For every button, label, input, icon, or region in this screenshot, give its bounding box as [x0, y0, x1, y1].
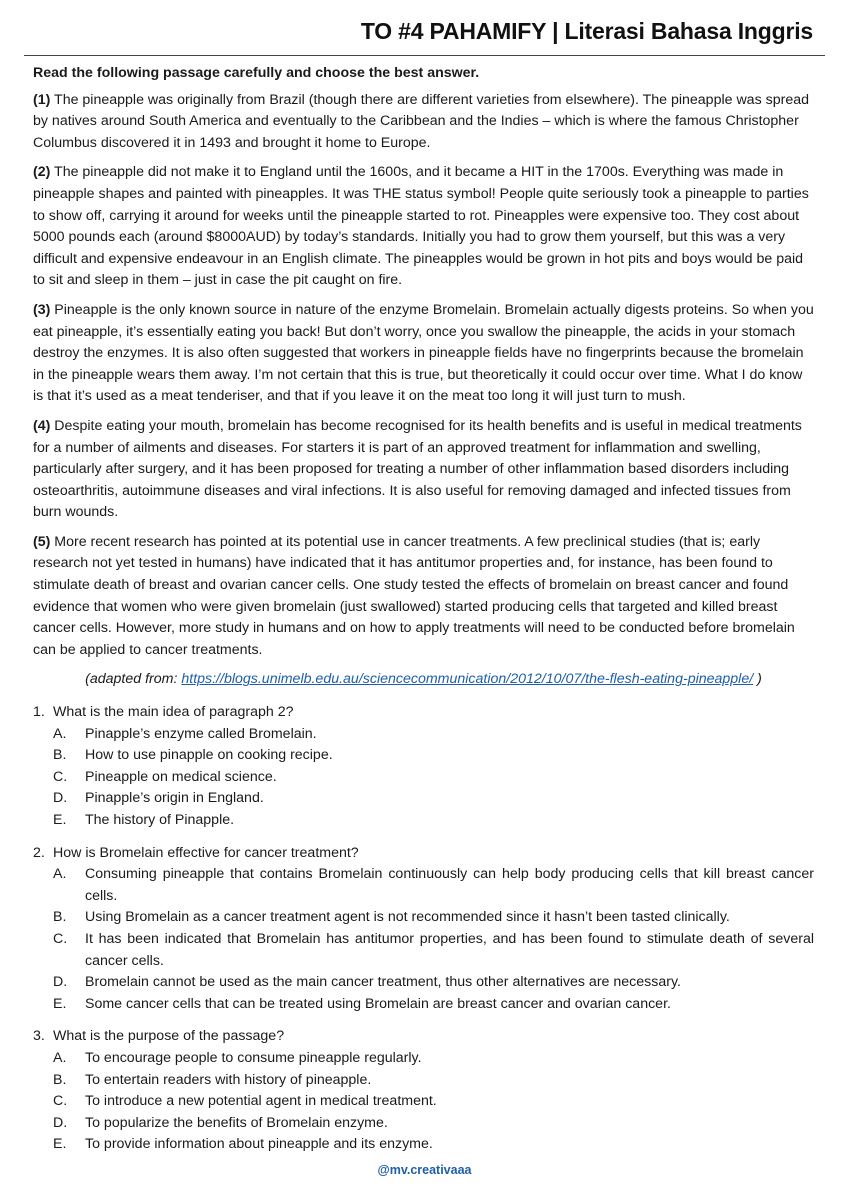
option-text: Pinapple’s origin in England.: [85, 790, 264, 807]
option-text: Some cancer cells that can be treated using Bromelain are breast cancer and ovarian cancer.: [85, 995, 671, 1012]
question-2: [33, 843, 814, 1016]
document-body: [33, 60, 814, 1167]
paragraph-text: The pineapple was originally from Brazil (though there are different varieties from elsewhere). The pineapple was spread by natives around South America and eventually to the Caribbean and the Indies – which is where the famous Christopher Columbus discovered it in 1493 and brought it home to Europe.: [33, 91, 809, 151]
option-letter: B.: [53, 909, 67, 926]
option-text: Pinapple’s enzyme called Bromelain.: [85, 725, 317, 742]
option-a[interactable]: [53, 1048, 814, 1070]
question-3: [33, 1026, 814, 1156]
option-text: The history of Pinapple.: [85, 812, 235, 828]
paragraph-1: [33, 90, 814, 155]
option-e[interactable]: [53, 1134, 814, 1156]
option-text: To popularize the benefits of Bromelain enzyme.: [85, 1114, 388, 1131]
option-d[interactable]: [53, 1113, 814, 1135]
option-text: Using Bromelain as a cancer treatment agent is not recommended since it hasn’t been tasted clinically.: [85, 909, 730, 926]
option-text: To introduce a new potential agent in medical treatment.: [85, 1093, 437, 1110]
option-list: [33, 1048, 814, 1156]
paragraph-3: [33, 300, 814, 408]
paragraph-number: (5): [33, 533, 51, 550]
question-stem: [33, 843, 814, 865]
option-a[interactable]: [53, 724, 814, 746]
option-e[interactable]: [53, 810, 814, 832]
option-b[interactable]: [53, 745, 814, 767]
option-c[interactable]: [53, 767, 814, 789]
option-list: [33, 864, 814, 1015]
option-letter: C.: [53, 930, 68, 947]
option-c[interactable]: [53, 1091, 814, 1113]
option-letter: A.: [53, 1049, 67, 1066]
option-letter: E.: [53, 1136, 67, 1153]
option-b[interactable]: [53, 907, 814, 929]
paragraph-5: [33, 532, 814, 662]
question-stem: [33, 702, 814, 724]
option-text: Pineapple on medical science.: [85, 768, 277, 785]
question-text: What is the main idea of paragraph 2?: [53, 704, 294, 721]
paragraph-number: (2): [33, 164, 51, 181]
option-c[interactable]: [53, 929, 814, 972]
paragraph-text: More recent research has pointed at its potential use in cancer treatments. A few preclinical studies (that is; early research not yet tested in humans) have indicated that it has antitumor properties and, for instance, has been found to stimulate death of breast and ovarian cancer cells. One study tested the effects of bromelain on breast cancer and found evidence that women who were given bromelain (just swallowed) started producing cells that targeted and killed breast cancer cells. However, more study in humans and on how to apply treatments will need to be conducted before bromelain can be applied to cancer treatments.: [33, 533, 795, 658]
page-title: TO #4 PAHAMIFY | Literasi Bahasa Inggris: [360, 18, 813, 44]
option-text: How to use pinapple on cooking recipe.: [85, 747, 333, 764]
option-b[interactable]: [53, 1070, 814, 1092]
option-letter: C.: [53, 1093, 68, 1110]
option-list: [33, 724, 814, 832]
source-prefix: (adapted from:: [85, 671, 182, 688]
option-text: Bromelain cannot be used as the main cancer treatment, thus other alternatives are necessary.: [85, 974, 681, 991]
option-letter: B.: [53, 1071, 67, 1088]
option-letter: E.: [53, 995, 67, 1012]
option-text: Consuming pineapple that contains Bromelain continuously can help body producing cells that kill breast cancer cells.: [85, 866, 814, 904]
option-letter: D.: [53, 790, 68, 807]
option-text: It has been indicated that Bromelain has antitumor properties, and has been found to stimulate death of several cancer cells.: [85, 930, 814, 969]
option-letter: D.: [53, 974, 68, 991]
option-text: To provide information about pineapple and its enzyme.: [85, 1136, 433, 1153]
question-stem: [33, 1026, 814, 1048]
question-number: 2.: [33, 844, 45, 861]
source-link[interactable]: https://blogs.unimelb.edu.au/sciencecommunication/2012/10/07/the-flesh-eating-pineapple/: [181, 671, 754, 688]
option-letter: C.: [53, 768, 68, 785]
paragraph-number: (4): [33, 417, 51, 434]
option-text: To encourage people to consume pineapple regularly.: [85, 1049, 422, 1066]
option-text: To entertain readers with history of pineapple.: [85, 1071, 372, 1088]
question-text: How is Bromelain effective for cancer treatment?: [53, 844, 359, 861]
option-e[interactable]: [53, 994, 814, 1016]
option-letter: D.: [53, 1114, 68, 1131]
source-citation: [33, 669, 814, 691]
instruction-text: Read the following passage carefully and choose the best answer.: [33, 65, 480, 81]
option-d[interactable]: [53, 972, 814, 994]
footer-handle: @mv.creativaaa: [377, 1163, 472, 1177]
header-divider: [24, 55, 825, 56]
paragraph-text: Despite eating your mouth, bromelain has become recognised for its health benefits and is useful in medical treatments for a number of ailments and diseases. For starters it is part of an approved treatment for inflammation and swelling, particularly after surgery, and it has been proposed for treating a number of other inflammation based disorders including osteoarthritis, autoimmune diseases and viral infections. It is also useful for removing damaged and infected tissues from burn wounds.: [33, 417, 802, 521]
paragraph-text: Pineapple is the only known source in nature of the enzyme Bromelain. Bromelain actually digests proteins. So when you eat pineapple, it’s essentially eating you back! But don’t worry, once you swallow the pineapple, the acids in your stomach destroy the enzymes. It is also often suggested that workers in pineapple fields have no fingerprints because the bromelain in the pineapple wears them away. I’m not certain that this is true, but theoretically it could occur over time. What I do know is that it’s used as a meat tenderiser, and that if you leave it on the meat too long it will just turn to mush.: [33, 301, 814, 405]
paragraph-4: [33, 416, 814, 524]
question-text: What is the purpose of the passage?: [53, 1028, 285, 1045]
option-letter: B.: [53, 747, 67, 764]
source-suffix: ): [753, 671, 762, 688]
option-letter: E.: [53, 812, 67, 828]
question-number: 3.: [33, 1028, 45, 1045]
paragraph-2: [33, 162, 814, 292]
paragraph-number: (3): [33, 301, 51, 318]
question-1: [33, 702, 814, 832]
paragraph-text: The pineapple did not make it to England until the 1600s, and it became a HIT in the 1700s. Everything was made in pineapple shapes and painted with pineapples. It was THE status symbol! People quite seriously took a pineapple to parties to show off, carrying it around for weeks until the pineapple started to rot. Pineapples were expensive too. They cost about 5000 pounds each (around $8000AUD) by today’s standards. Initially you had to grow them yourself, but this was a very difficult and expensive endeavour in an English climate. The pineapples would be grown in hot pits and boys would be paid to sit and sleep in them – just in case the pit caught on fire.: [33, 164, 809, 289]
option-letter: A.: [53, 725, 67, 742]
paragraph-number: (1): [33, 91, 51, 108]
option-a[interactable]: [53, 864, 814, 907]
passage: [33, 90, 814, 662]
question-number: 1.: [33, 704, 45, 721]
option-d[interactable]: [53, 788, 814, 810]
option-letter: A.: [53, 866, 67, 883]
